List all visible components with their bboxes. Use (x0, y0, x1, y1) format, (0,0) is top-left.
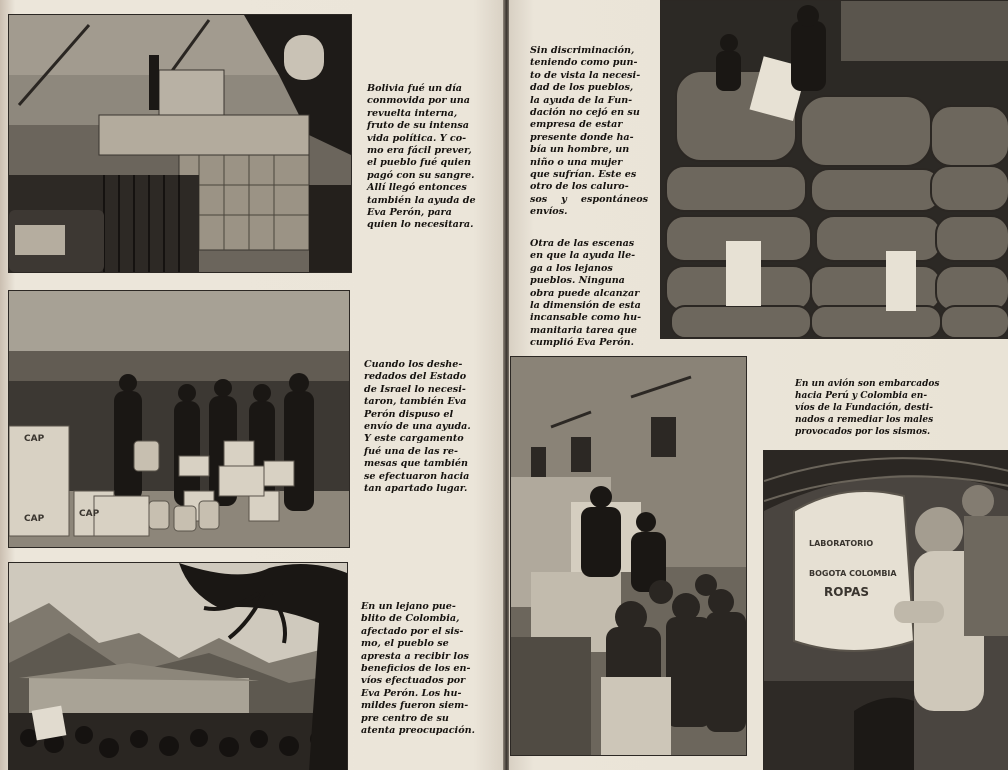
dock-crates-photo (8, 14, 352, 273)
right-page (509, 0, 1008, 770)
avion-caption: En un avión son embarcados hacia Perú y Colombia en- víos de la Fundación, desti- nados a remediar los males provocados por los sismos. (795, 379, 940, 437)
cap-label: CAP (24, 434, 45, 444)
colombia-caption: En un lejano pue- blito de Colombia, afectado por el sis- mo, el pueblo se apresta a recibir los beneficios de los en- víos efectuados por Eva Perón. Los hu- mildes fueron siem- pre centro de su atenta preocupación. (361, 601, 475, 737)
distribution-crowd-photo (510, 356, 747, 756)
bolivia-caption: Bolivia fué un día conmovida por una revuelta interna, fruto de su intensa vida política. Y co- mo era fácil prever, el pueblo fué quien pagó con su sangre. Allí llegó entonces también la ayuda de Eva Perón, para quien lo necesitara. (367, 83, 476, 231)
cap-label: CAP (79, 509, 100, 519)
colombia-village-photo (8, 562, 348, 770)
israel-caption: Cuando los deshe- redados del Estado de Israel lo necesi- taron, también Eva Perón dispuso el envío de una ayuda. Y este cargamento fué una de las re- mesas que también se efectuaron hacia tan apartado lugar. (364, 359, 471, 495)
airplane-loading-photo (763, 450, 1008, 770)
escenas-caption: Otra de las escenas en que la ayuda lle- ga a los lejanos pueblos. Ninguna obra puede alcanzar la dimensión de esta incansable como hu- manitaria tarea que cumplió Eva Perón. (530, 238, 642, 349)
discriminacion-caption: Sin discriminación, teniendo como pun- to de vista la necesi- dad de los pueblos, la ayuda de la Fun- dación no cejó en su empresa de estar presente donde ha- bía un hombre, un niño o una mujer que sufrían. Este es otro de los caluro- sos y espontáneos envíos. (530, 45, 648, 218)
cap-label: CAP (24, 514, 45, 524)
sacks-stack-photo (660, 0, 1008, 339)
israel-shipment-photo (8, 290, 350, 548)
sack-label-line1: LABORATORIO (809, 539, 874, 548)
sack-label-line3: ROPAS (824, 585, 870, 599)
sack-label-line2: BOGOTA COLOMBIA (809, 569, 897, 578)
